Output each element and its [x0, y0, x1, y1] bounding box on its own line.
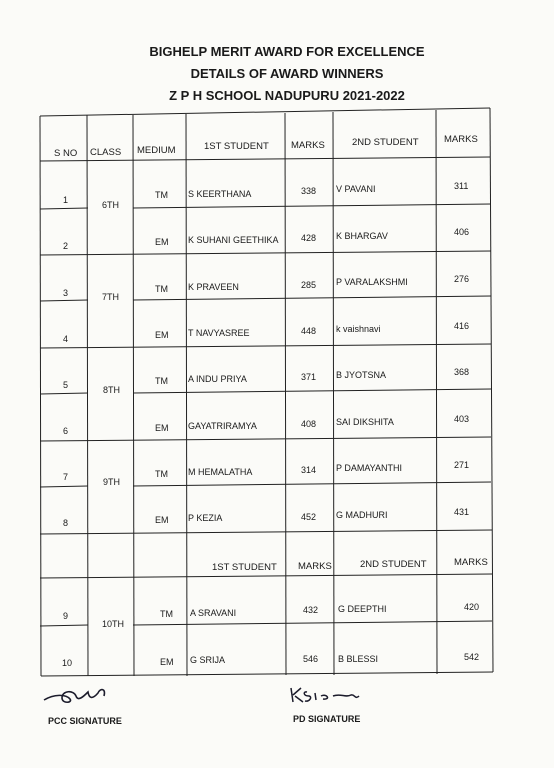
row-sno: 5 — [63, 380, 69, 390]
row-student2: B BLESSI — [338, 654, 379, 664]
row-marks1: 285 — [301, 280, 317, 290]
row-sno: 3 — [63, 288, 69, 298]
col-divider — [285, 113, 286, 675]
row-medium: EM — [160, 657, 174, 667]
table-left-border — [40, 116, 41, 676]
row-marks2: 276 — [454, 274, 470, 284]
award-title: BIGHELP MERIT AWARD FOR EXCELLENCE — [149, 44, 425, 59]
school-title: Z P H SCHOOL NADUPURU 2021-2022 — [169, 88, 405, 103]
row-medium: TM — [155, 469, 168, 479]
row-sno: 4 — [63, 334, 69, 344]
header-student2: 2ND STUDENT — [352, 137, 419, 148]
table-bottom-border — [41, 672, 493, 676]
row-student2: K BHARGAV — [336, 231, 388, 241]
row-marks1: 428 — [301, 233, 317, 243]
row-student2: B JYOTSNA — [336, 370, 387, 380]
row-medium: EM — [155, 515, 169, 525]
row-sno: 7 — [63, 472, 69, 482]
header-class: CLASS — [90, 147, 122, 158]
row-marks1: 371 — [301, 372, 317, 382]
row-marks1: 452 — [301, 512, 317, 522]
pcc-handwritten-signature — [40, 684, 120, 710]
col-divider — [87, 115, 88, 676]
row-student2: P VARALAKSHMI — [336, 277, 408, 287]
row-student1: P KEZIA — [188, 513, 223, 523]
subheader-student2: 2ND STUDENT — [360, 559, 427, 570]
table-top-border — [40, 108, 490, 116]
class-label: 8TH — [103, 385, 121, 395]
row-marks2: 311 — [454, 181, 469, 191]
col-divider — [333, 112, 334, 675]
row-student1: M HEMALATHA — [188, 467, 253, 477]
row-sno: 6 — [63, 426, 69, 436]
subheader-student1: 1ST STUDENT — [212, 562, 277, 573]
row-medium: TM — [160, 609, 173, 619]
row-marks1: 546 — [303, 654, 319, 664]
award-subtitle: DETAILS OF AWARD WINNERS — [190, 66, 384, 81]
row-marks1: 338 — [301, 186, 317, 196]
row-medium: EM — [155, 330, 169, 340]
row-student1: S KEERTHANA — [188, 189, 252, 199]
subheader-marks1: MARKS — [298, 561, 332, 572]
row-medium: EM — [155, 237, 169, 247]
header-sno: S NO — [54, 148, 78, 159]
pcc-signature-label: PCC SIGNATURE — [48, 716, 122, 726]
row-marks1: 314 — [301, 465, 317, 475]
header-marks1: MARKS — [291, 140, 325, 151]
row-sno: 8 — [63, 518, 69, 528]
header-marks2: MARKS — [444, 134, 478, 145]
row-marks2: 420 — [464, 602, 480, 612]
col-divider — [133, 115, 134, 676]
class-label: 6TH — [102, 200, 120, 210]
header-student1: 1ST STUDENT — [204, 141, 269, 152]
col-divider — [436, 110, 437, 674]
row-marks1: 432 — [303, 605, 319, 615]
row-marks2: 403 — [454, 414, 470, 424]
row-student2: SAI DIKSHITA — [336, 417, 394, 427]
row-sno: 2 — [63, 241, 69, 251]
class-label: 7TH — [102, 292, 120, 302]
row-marks2: 271 — [454, 460, 470, 470]
row-marks2: 542 — [464, 652, 480, 662]
row-student1: T NAVYASREE — [188, 328, 250, 338]
row-medium: EM — [155, 423, 169, 433]
table-right-border — [490, 108, 493, 672]
row-marks2: 368 — [454, 367, 470, 377]
row-sno: 1 — [63, 195, 69, 205]
row-medium: TM — [155, 190, 168, 200]
row-medium: TM — [155, 376, 168, 386]
row-marks1: 408 — [301, 419, 317, 429]
subheader-marks2: MARKS — [454, 557, 488, 568]
row-student1: G SRIJA — [190, 655, 226, 665]
row-student2: V PAVANI — [336, 184, 376, 194]
pd-handwritten-signature — [285, 684, 365, 706]
row-student1: A INDU PRIYA — [188, 374, 247, 384]
row-student1: K PRAVEEN — [188, 282, 239, 292]
col-divider — [186, 114, 187, 676]
pd-signature-label: PD SIGNATURE — [293, 714, 361, 724]
row-student1: GAYATRIRAMYA — [188, 421, 257, 431]
row-student2: G DEEPTHI — [338, 604, 387, 614]
class-label: 10TH — [102, 619, 125, 629]
row-student2: G MADHURI — [336, 510, 388, 520]
header-medium: MEDIUM — [137, 145, 176, 156]
row-student1: K SUHANI GEETHIKA — [188, 235, 279, 245]
row-sno: 9 — [63, 611, 69, 621]
row-student2: k vaishnavi — [336, 324, 381, 334]
row-student2: P DAMAYANTHI — [336, 463, 403, 473]
row-student1: A SRAVANI — [190, 608, 237, 618]
row-marks2: 431 — [454, 507, 470, 517]
class-label: 9TH — [103, 477, 121, 487]
row-sno: 10 — [62, 658, 73, 668]
row-marks2: 406 — [454, 227, 470, 237]
row-marks1: 448 — [301, 326, 317, 336]
row-marks2: 416 — [454, 321, 470, 331]
row-medium: TM — [155, 284, 168, 294]
